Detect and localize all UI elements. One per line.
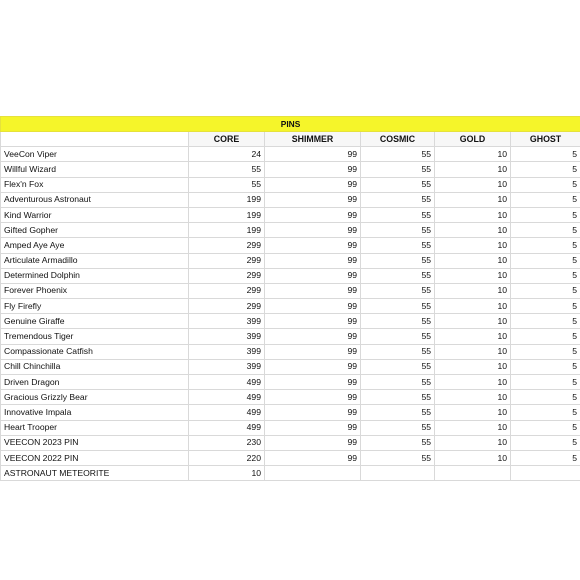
row-value-cell[interactable]: 5 <box>511 177 580 192</box>
row-value-cell[interactable]: 99 <box>265 359 361 374</box>
row-value-cell[interactable]: 5 <box>511 223 580 238</box>
row-value-cell[interactable]: 99 <box>265 223 361 238</box>
row-value-cell[interactable]: 55 <box>361 375 435 390</box>
row-value-cell[interactable]: 99 <box>265 344 361 359</box>
row-value-cell[interactable]: 5 <box>511 450 580 465</box>
row-value-cell[interactable]: 10 <box>435 450 511 465</box>
row-name-cell[interactable]: Gracious Grizzly Bear <box>1 390 189 405</box>
row-value-cell[interactable]: 10 <box>435 238 511 253</box>
row-value-cell[interactable]: 99 <box>265 329 361 344</box>
row-value-cell[interactable]: 5 <box>511 405 580 420</box>
row-value-cell[interactable] <box>361 466 435 481</box>
row-value-cell[interactable] <box>265 466 361 481</box>
row-value-cell[interactable]: 55 <box>361 299 435 314</box>
row-value-cell[interactable]: 99 <box>265 390 361 405</box>
row-value-cell[interactable]: 55 <box>189 162 265 177</box>
row-value-cell[interactable]: 10 <box>435 405 511 420</box>
row-value-cell[interactable]: 10 <box>435 314 511 329</box>
row-value-cell[interactable]: 5 <box>511 329 580 344</box>
table-row <box>1 223 580 238</box>
table-row <box>1 253 580 268</box>
row-value-cell[interactable]: 299 <box>189 238 265 253</box>
row-value-cell[interactable]: 10 <box>435 147 511 162</box>
row-value-cell[interactable]: 55 <box>361 450 435 465</box>
row-value-cell[interactable]: 10 <box>435 299 511 314</box>
row-value-cell[interactable] <box>511 466 580 481</box>
row-name-cell[interactable]: Amped Aye Aye <box>1 238 189 253</box>
row-value-cell[interactable]: 55 <box>361 147 435 162</box>
row-name-cell[interactable]: VEECON 2023 PIN <box>1 435 189 450</box>
row-value-cell[interactable]: 55 <box>361 223 435 238</box>
table-row <box>1 359 580 374</box>
row-value-cell[interactable]: 55 <box>361 192 435 207</box>
row-value-cell[interactable]: 10 <box>435 177 511 192</box>
row-name-cell[interactable]: Compassionate Catfish <box>1 344 189 359</box>
row-value-cell[interactable]: 24 <box>189 147 265 162</box>
row-value-cell[interactable]: 55 <box>361 420 435 435</box>
table-row <box>1 314 580 329</box>
row-value-cell[interactable]: 230 <box>189 435 265 450</box>
row-value-cell[interactable]: 199 <box>189 223 265 238</box>
row-value-cell[interactable]: 55 <box>361 162 435 177</box>
row-name-cell[interactable]: Forever Phoenix <box>1 283 189 298</box>
row-value-cell[interactable]: 99 <box>265 147 361 162</box>
row-name-cell[interactable]: Fly Firefly <box>1 299 189 314</box>
row-value-cell[interactable]: 99 <box>265 192 361 207</box>
row-value-cell[interactable]: 99 <box>265 268 361 283</box>
row-value-cell[interactable]: 5 <box>511 314 580 329</box>
row-value-cell[interactable]: 55 <box>361 435 435 450</box>
row-value-cell[interactable]: 499 <box>189 390 265 405</box>
row-value-cell[interactable]: 10 <box>435 207 511 222</box>
row-value-cell[interactable] <box>435 466 511 481</box>
title-row <box>1 117 580 132</box>
row-value-cell[interactable]: 99 <box>265 177 361 192</box>
row-value-cell[interactable]: 399 <box>189 344 265 359</box>
row-value-cell[interactable]: 499 <box>189 405 265 420</box>
table-row <box>1 390 580 405</box>
row-value-cell[interactable]: 5 <box>511 238 580 253</box>
row-value-cell[interactable]: 55 <box>361 283 435 298</box>
row-value-cell[interactable]: 499 <box>189 375 265 390</box>
row-value-cell[interactable]: 10 <box>435 192 511 207</box>
row-name-cell[interactable]: Innovative Impala <box>1 405 189 420</box>
row-name-cell[interactable]: Genuine Giraffe <box>1 314 189 329</box>
sheet-body <box>1 117 580 481</box>
row-name-cell[interactable]: VEECON 2022 PIN <box>1 450 189 465</box>
row-value-cell[interactable]: 55 <box>361 390 435 405</box>
row-value-cell[interactable]: 99 <box>265 405 361 420</box>
row-value-cell[interactable]: 99 <box>265 435 361 450</box>
row-name-cell[interactable]: VeeCon Viper <box>1 147 189 162</box>
row-value-cell[interactable]: 5 <box>511 268 580 283</box>
row-value-cell[interactable]: 199 <box>189 192 265 207</box>
row-value-cell[interactable]: 10 <box>435 420 511 435</box>
row-value-cell[interactable]: 99 <box>265 253 361 268</box>
row-value-cell[interactable]: 55 <box>361 253 435 268</box>
table-row <box>1 466 580 481</box>
table-row <box>1 283 580 298</box>
table-row <box>1 344 580 359</box>
row-value-cell[interactable]: 10 <box>435 253 511 268</box>
table-row <box>1 238 580 253</box>
row-value-cell[interactable]: 5 <box>511 390 580 405</box>
row-value-cell[interactable]: 99 <box>265 238 361 253</box>
row-value-cell[interactable]: 10 <box>435 283 511 298</box>
row-name-cell[interactable]: Tremendous Tiger <box>1 329 189 344</box>
row-value-cell[interactable]: 99 <box>265 162 361 177</box>
row-name-cell[interactable]: Driven Dragon <box>1 375 189 390</box>
header-row <box>1 132 580 147</box>
row-value-cell[interactable]: 5 <box>511 283 580 298</box>
row-value-cell[interactable]: 99 <box>265 207 361 222</box>
row-value-cell[interactable]: 220 <box>189 450 265 465</box>
row-value-cell[interactable]: 55 <box>361 314 435 329</box>
row-value-cell[interactable]: 399 <box>189 329 265 344</box>
row-value-cell[interactable]: 55 <box>361 405 435 420</box>
table-row <box>1 177 580 192</box>
row-value-cell[interactable]: 10 <box>435 435 511 450</box>
table-row <box>1 207 580 222</box>
row-value-cell[interactable]: 499 <box>189 420 265 435</box>
table-row <box>1 299 580 314</box>
row-value-cell[interactable]: 299 <box>189 283 265 298</box>
row-name-cell[interactable]: Gifted Gopher <box>1 223 189 238</box>
row-value-cell[interactable]: 299 <box>189 253 265 268</box>
pins-spreadsheet <box>0 116 580 481</box>
row-value-cell[interactable]: 10 <box>435 359 511 374</box>
row-name-cell[interactable]: Flex'n Fox <box>1 177 189 192</box>
row-name-cell[interactable]: Kind Warrior <box>1 207 189 222</box>
row-value-cell[interactable]: 199 <box>189 207 265 222</box>
row-name-cell[interactable]: Articulate Armadillo <box>1 253 189 268</box>
table-row <box>1 147 580 162</box>
row-value-cell[interactable]: 99 <box>265 314 361 329</box>
row-value-cell[interactable]: 10 <box>435 162 511 177</box>
row-value-cell[interactable]: 10 <box>189 466 265 481</box>
table-row <box>1 162 580 177</box>
table-row <box>1 435 580 450</box>
row-value-cell[interactable]: 99 <box>265 283 361 298</box>
row-value-cell[interactable]: 5 <box>511 207 580 222</box>
row-value-cell[interactable]: 55 <box>361 268 435 283</box>
row-value-cell[interactable]: 10 <box>435 390 511 405</box>
row-value-cell[interactable]: 399 <box>189 314 265 329</box>
row-value-cell[interactable]: 99 <box>265 450 361 465</box>
row-value-cell[interactable]: 299 <box>189 299 265 314</box>
row-value-cell[interactable]: 55 <box>361 344 435 359</box>
row-value-cell[interactable]: 55 <box>361 238 435 253</box>
header-cell-blank[interactable] <box>1 132 189 147</box>
row-value-cell[interactable]: 5 <box>511 435 580 450</box>
row-value-cell[interactable]: 55 <box>189 177 265 192</box>
row-value-cell[interactable]: 10 <box>435 329 511 344</box>
header-cell-shimmer[interactable]: SHIMMER <box>265 132 361 147</box>
row-value-cell[interactable]: 99 <box>265 299 361 314</box>
row-value-cell[interactable]: 399 <box>189 359 265 374</box>
row-value-cell[interactable]: 99 <box>265 375 361 390</box>
row-value-cell[interactable]: 5 <box>511 253 580 268</box>
row-value-cell[interactable]: 5 <box>511 420 580 435</box>
row-value-cell[interactable]: 55 <box>361 359 435 374</box>
table-row <box>1 375 580 390</box>
table-row <box>1 268 580 283</box>
row-value-cell[interactable]: 55 <box>361 207 435 222</box>
row-name-cell[interactable]: Determined Dolphin <box>1 268 189 283</box>
row-value-cell[interactable]: 10 <box>435 344 511 359</box>
row-value-cell[interactable]: 5 <box>511 162 580 177</box>
row-value-cell[interactable]: 5 <box>511 344 580 359</box>
header-cell-core[interactable]: CORE <box>189 132 265 147</box>
header-cell-cosmic[interactable]: COSMIC <box>361 132 435 147</box>
row-value-cell[interactable]: 5 <box>511 375 580 390</box>
table-row <box>1 192 580 207</box>
table-row <box>1 329 580 344</box>
row-name-cell[interactable]: Willful Wizard <box>1 162 189 177</box>
table-row <box>1 405 580 420</box>
row-value-cell[interactable]: 5 <box>511 299 580 314</box>
row-name-cell[interactable]: ASTRONAUT METEORITE <box>1 466 189 481</box>
table-row <box>1 420 580 435</box>
row-value-cell[interactable]: 5 <box>511 147 580 162</box>
sheet-title[interactable]: PINS <box>1 117 580 132</box>
row-value-cell[interactable]: 5 <box>511 359 580 374</box>
row-value-cell[interactable]: 10 <box>435 268 511 283</box>
table-row <box>1 450 580 465</box>
row-name-cell[interactable]: Chill Chinchilla <box>1 359 189 374</box>
row-value-cell[interactable]: 99 <box>265 420 361 435</box>
row-value-cell[interactable]: 55 <box>361 329 435 344</box>
row-name-cell[interactable]: Adventurous Astronaut <box>1 192 189 207</box>
row-name-cell[interactable]: Heart Trooper <box>1 420 189 435</box>
row-value-cell[interactable]: 10 <box>435 375 511 390</box>
row-value-cell[interactable]: 299 <box>189 268 265 283</box>
row-value-cell[interactable]: 10 <box>435 223 511 238</box>
row-value-cell[interactable]: 5 <box>511 192 580 207</box>
header-cell-ghost[interactable]: GHOST <box>511 132 580 147</box>
header-cell-gold[interactable]: GOLD <box>435 132 511 147</box>
row-value-cell[interactable]: 55 <box>361 177 435 192</box>
